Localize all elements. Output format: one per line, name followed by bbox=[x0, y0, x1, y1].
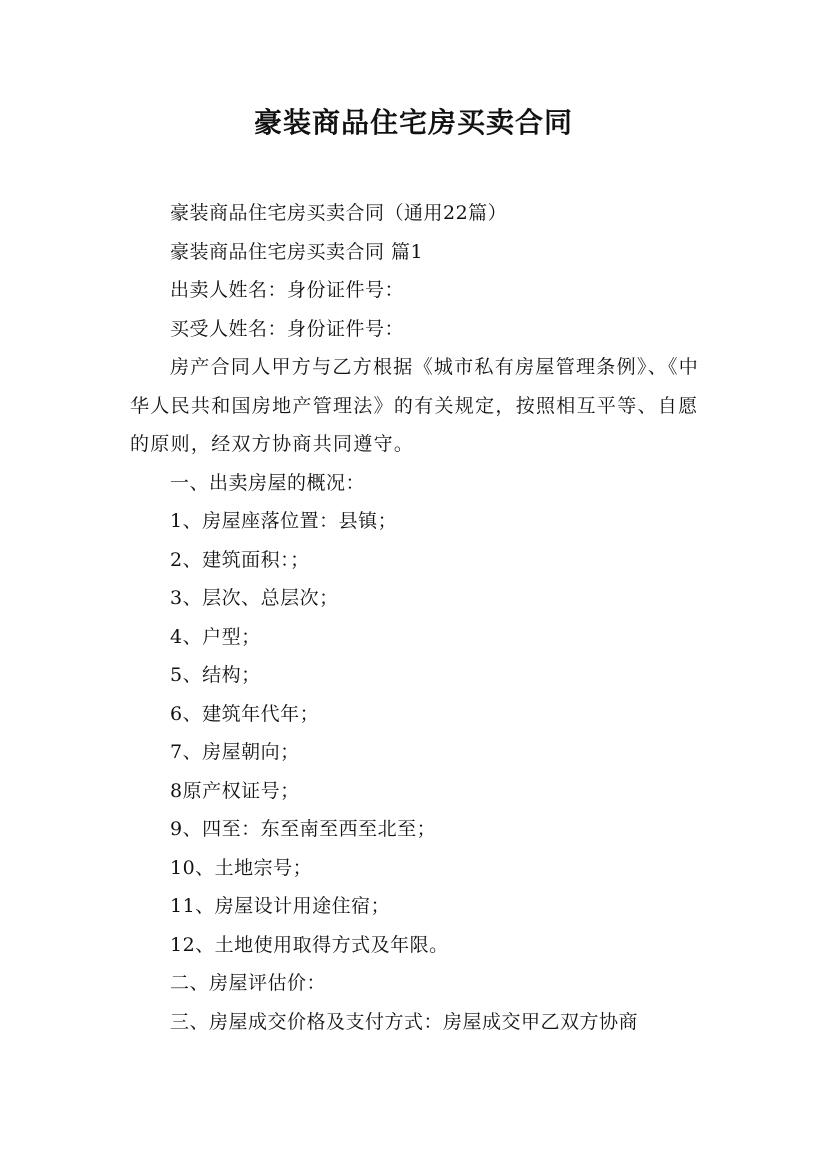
paragraph-section-heading: 豪装商品住宅房买卖合同 篇1 bbox=[170, 240, 424, 263]
paragraph-clause-2-heading: 二、房屋评估价： bbox=[170, 972, 327, 994]
paragraph-preamble: 房产合同人甲方与乙方根据《城市私有房屋管理条例》、《中华人民共和国房地产管理法》的有关规定，按照相互平等、自愿的原则，经双方协商共同遵守。 bbox=[130, 356, 700, 455]
list-item: 4、户型； bbox=[170, 625, 261, 648]
list-item: 3、层次、总层次； bbox=[170, 587, 339, 609]
list-item: 2、建筑面积：； bbox=[170, 548, 310, 571]
list-item: 6、建筑年代年； bbox=[170, 702, 320, 725]
paragraph-buyer: 买受人姓名：身份证件号： bbox=[170, 317, 405, 340]
list-item: 8原产权证号； bbox=[170, 779, 300, 802]
list-item: 5、结构； bbox=[170, 664, 261, 686]
list-item: 10、土地宗号； bbox=[170, 856, 313, 879]
list-item: 1、房屋座落位置：县镇； bbox=[170, 510, 398, 532]
paragraph-seller: 出卖人姓名：身份证件号： bbox=[170, 279, 405, 301]
document-body bbox=[130, 194, 710, 1041]
paragraph-subtitle: 豪装商品住宅房买卖合同（通用22篇） bbox=[170, 202, 508, 224]
paragraph-clause-3-heading: 三、房屋成交价格及支付方式：房屋成交甲乙双方协商 bbox=[170, 1010, 639, 1033]
list-item: 7、房屋朝向； bbox=[170, 741, 300, 763]
list-item: 11、房屋设计用途住宿； bbox=[170, 895, 391, 917]
list-item: 12、土地使用取得方式及年限。 bbox=[170, 933, 449, 956]
list-item: 9、四至：东至南至西至北至； bbox=[170, 818, 437, 840]
document-title: 豪装商品住宅房买卖合同 bbox=[253, 106, 573, 139]
paragraph-clause-1-heading: 一、出卖房屋的概况： bbox=[170, 471, 366, 494]
